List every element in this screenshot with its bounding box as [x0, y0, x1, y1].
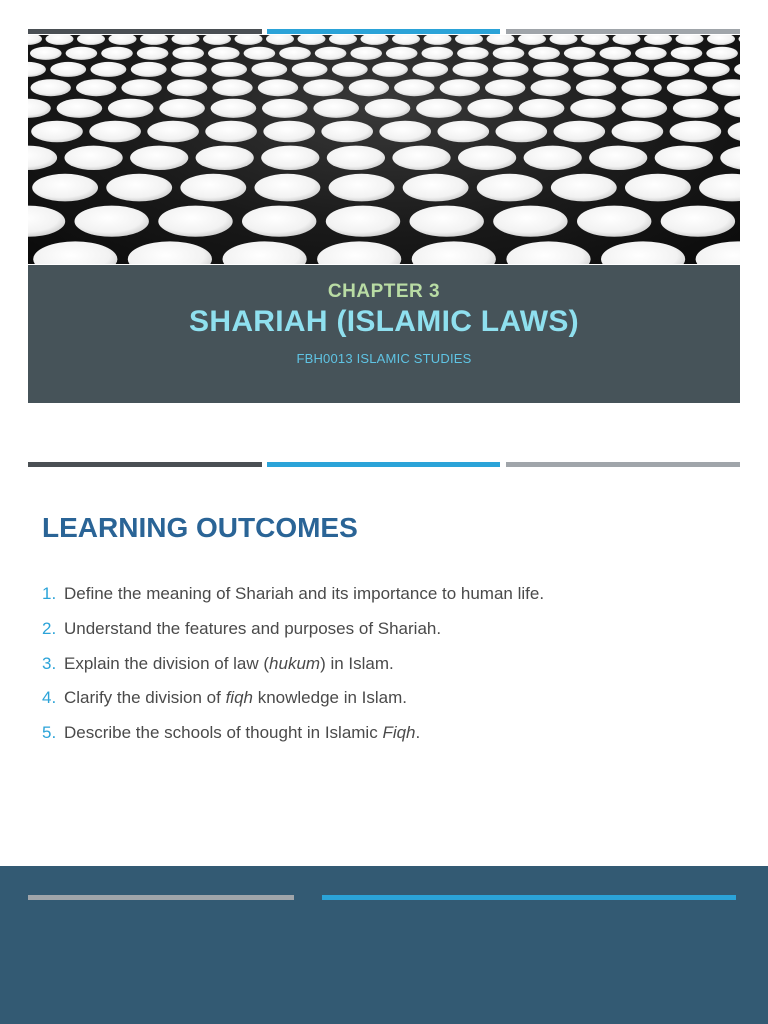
plate-shape: [108, 99, 154, 118]
list-number: 5.: [42, 723, 57, 743]
plate-shape: [33, 241, 117, 264]
plate-shape: [392, 146, 450, 170]
plate-shape: [424, 35, 452, 45]
plate-shape: [31, 121, 83, 143]
plate-shape: [66, 47, 98, 60]
plate-shape: [694, 62, 730, 77]
list-number: 1.: [42, 584, 57, 603]
plate-shape: [550, 35, 578, 45]
plate-shape: [372, 62, 408, 77]
plate-shape: [577, 206, 651, 237]
plate-shape: [349, 79, 389, 96]
plate-shape: [613, 62, 649, 77]
plate-shape: [392, 35, 420, 45]
plate-shape: [699, 174, 740, 202]
plate-shape: [109, 35, 137, 45]
plate-shape: [251, 62, 287, 77]
plate-shape: [128, 241, 212, 264]
plate-shape: [519, 99, 565, 118]
accent-bar-blue-3: [322, 895, 736, 900]
plate-shape: [467, 99, 513, 118]
plate-shape: [303, 79, 343, 96]
outcome-text: Clarify the division of: [64, 688, 226, 708]
plate-shape: [728, 121, 740, 143]
plate-shape: [159, 99, 205, 118]
plate-shape: [403, 174, 469, 202]
accent-bar-blue: [267, 29, 500, 34]
plate-shape: [28, 146, 57, 170]
plate-shape: [208, 47, 240, 60]
outcome-term: fiqh: [225, 688, 253, 708]
plate-shape: [485, 79, 525, 96]
plate-shape: [91, 62, 127, 77]
accent-bar-gray-2: [506, 462, 740, 467]
plate-shape: [622, 99, 668, 118]
plate-shape: [32, 174, 98, 202]
list-item: [42, 654, 544, 689]
hero-image-plates: [28, 35, 740, 264]
plate-shape: [739, 35, 741, 45]
outcome-term: Fiqh: [382, 723, 416, 743]
list-item: [42, 688, 544, 723]
plate-shape: [329, 35, 357, 45]
plate-shape: [506, 241, 590, 264]
plate-shape: [455, 35, 483, 45]
plate-shape: [266, 35, 294, 45]
plate-shape: [28, 99, 51, 118]
plate-shape: [601, 241, 685, 264]
plate-shape: [315, 47, 347, 60]
plate-shape: [564, 47, 596, 60]
accent-bar-dark: [28, 29, 262, 34]
plate-shape: [612, 121, 664, 143]
plate-shape: [734, 62, 740, 77]
outcome-text: Describe the schools of thought in Islamic: [64, 723, 383, 743]
plate-shape: [329, 174, 395, 202]
plate-shape: [440, 79, 480, 96]
plate-shape: [533, 62, 569, 77]
plate-shape: [600, 47, 632, 60]
plate-shape: [258, 79, 298, 96]
list-item: [42, 723, 544, 758]
plate-shape: [422, 47, 454, 60]
plate-shape: [493, 206, 567, 237]
plate-shape: [180, 174, 246, 202]
outcome-text-end: knowledge in Islam.: [253, 688, 408, 708]
list-item: [42, 619, 544, 654]
plate-shape: [712, 79, 740, 96]
accent-bar-dark-2: [28, 462, 262, 467]
plate-shape: [326, 206, 400, 237]
plate-shape: [487, 35, 515, 45]
plate-shape: [28, 62, 46, 77]
plate-shape: [172, 47, 204, 60]
plate-shape: [131, 62, 167, 77]
plate-shape: [350, 47, 382, 60]
outcome-term: hukum: [269, 653, 321, 673]
outcomes-list: [42, 584, 544, 758]
accent-bar-gray-3: [28, 895, 294, 900]
plate-shape: [621, 79, 661, 96]
plate-shape: [158, 206, 232, 237]
plate-shape: [76, 79, 116, 96]
plate-shape: [211, 62, 247, 77]
outcome-text: Define the meaning of Shariah and its importance to human life.: [64, 584, 545, 603]
plate-shape: [211, 99, 257, 118]
plate-shape: [379, 121, 431, 143]
plate-shape: [386, 47, 418, 60]
plate-shape: [279, 47, 311, 60]
plate-shape: [589, 146, 647, 170]
plate-shape: [365, 99, 411, 118]
plate-shape: [140, 35, 168, 45]
plate-shape: [635, 47, 667, 60]
plate-shape: [528, 47, 560, 60]
plate-shape: [696, 241, 740, 264]
plate-shape: [327, 146, 385, 170]
plate-shape: [361, 35, 389, 45]
accent-bar-blue-2: [267, 462, 500, 467]
plate-shape: [416, 99, 462, 118]
plate-shape: [518, 35, 546, 45]
plate-shape: [101, 47, 133, 60]
plate-shape: [205, 121, 257, 143]
plate-shape: [576, 79, 616, 96]
plate-shape: [613, 35, 641, 45]
plate-shape: [654, 62, 690, 77]
plate-shape: [223, 241, 307, 264]
plate-shape: [673, 99, 719, 118]
list-number: 2.: [42, 618, 57, 638]
plate-shape: [106, 174, 172, 202]
plate-shape: [457, 47, 489, 60]
plate-shape: [394, 79, 434, 96]
plate-shape: [77, 35, 105, 45]
chapter-label: CHAPTER 3: [327, 281, 441, 302]
plate-shape: [496, 121, 548, 143]
plate-shape: [196, 146, 254, 170]
plate-shape: [50, 62, 86, 77]
plate-shape: [292, 62, 328, 77]
plate-shape: [30, 47, 62, 60]
list-item: [42, 584, 544, 619]
plate-shape: [670, 121, 722, 143]
plate-shape: [121, 79, 161, 96]
plate-shape: [661, 206, 735, 237]
plate-shape: [171, 62, 207, 77]
outcome-text-end: ) in Islam.: [320, 653, 394, 673]
outcome-text: Understand the features and purposes of Shariah.: [64, 618, 442, 638]
plate-shape: [493, 47, 525, 60]
plate-shape: [263, 121, 315, 143]
plate-shape: [298, 35, 326, 45]
plate-shape: [477, 174, 543, 202]
plate-shape: [438, 121, 490, 143]
plate-shape: [75, 206, 149, 237]
accent-bar-gray: [506, 29, 740, 34]
title-box: [28, 265, 740, 403]
plate-shape: [706, 47, 738, 60]
plate-shape: [255, 174, 321, 202]
plate-shape: [655, 146, 713, 170]
slide-title: SHARIAH (ISLAMIC LAWS): [189, 305, 579, 338]
plate-shape: [554, 121, 606, 143]
plate-shape: [412, 62, 448, 77]
plate-shape: [524, 146, 582, 170]
plate-shape: [410, 206, 484, 237]
plate-shape: [261, 146, 319, 170]
plate-shape: [644, 35, 672, 45]
plate-shape: [453, 62, 489, 77]
plate-shape: [31, 79, 71, 96]
plate-shape: [57, 99, 103, 118]
plate-shape: [89, 121, 141, 143]
plate-shape: [317, 241, 401, 264]
plate-shape: [573, 62, 609, 77]
plate-shape: [212, 79, 252, 96]
next-slide-panel: [0, 866, 768, 1024]
plate-shape: [667, 79, 707, 96]
plate-shape: [147, 121, 199, 143]
plate-shape: [65, 146, 123, 170]
plate-shape: [203, 35, 231, 45]
plate-shape: [671, 47, 703, 60]
plate-shape: [724, 99, 740, 118]
plate-shape: [172, 35, 200, 45]
plate-shape: [242, 206, 316, 237]
plate-shape: [720, 146, 740, 170]
outcome-text-end: .: [415, 723, 421, 743]
plate-shape: [458, 146, 516, 170]
course-subtitle: FBH0013 ISLAMIC STUDIES: [296, 351, 472, 366]
plate-shape: [235, 35, 263, 45]
plate-shape: [493, 62, 529, 77]
plate-shape: [130, 146, 188, 170]
plate-shape: [244, 47, 276, 60]
plate-shape: [313, 99, 359, 118]
list-number: 4.: [42, 688, 57, 708]
plate-shape: [676, 35, 704, 45]
plate-shape: [137, 47, 169, 60]
plate-shape: [531, 79, 571, 96]
plate-shape: [570, 99, 616, 118]
learning-outcomes-heading: LEARNING OUTCOMES: [42, 512, 358, 543]
plate-shape: [412, 241, 496, 264]
plate-shape: [625, 174, 691, 202]
plate-shape: [581, 35, 609, 45]
plate-shape: [167, 79, 207, 96]
plate-shape: [321, 121, 373, 143]
plate-shape: [28, 206, 65, 237]
plate-shape: [332, 62, 368, 77]
plate-shape: [551, 174, 617, 202]
plate-shape: [262, 99, 308, 118]
list-number: 3.: [42, 653, 57, 673]
outcome-text: Explain the division of law (: [64, 653, 270, 673]
plate-shape: [707, 35, 735, 45]
plate-shape: [46, 35, 74, 45]
plate-shape: [28, 35, 42, 45]
